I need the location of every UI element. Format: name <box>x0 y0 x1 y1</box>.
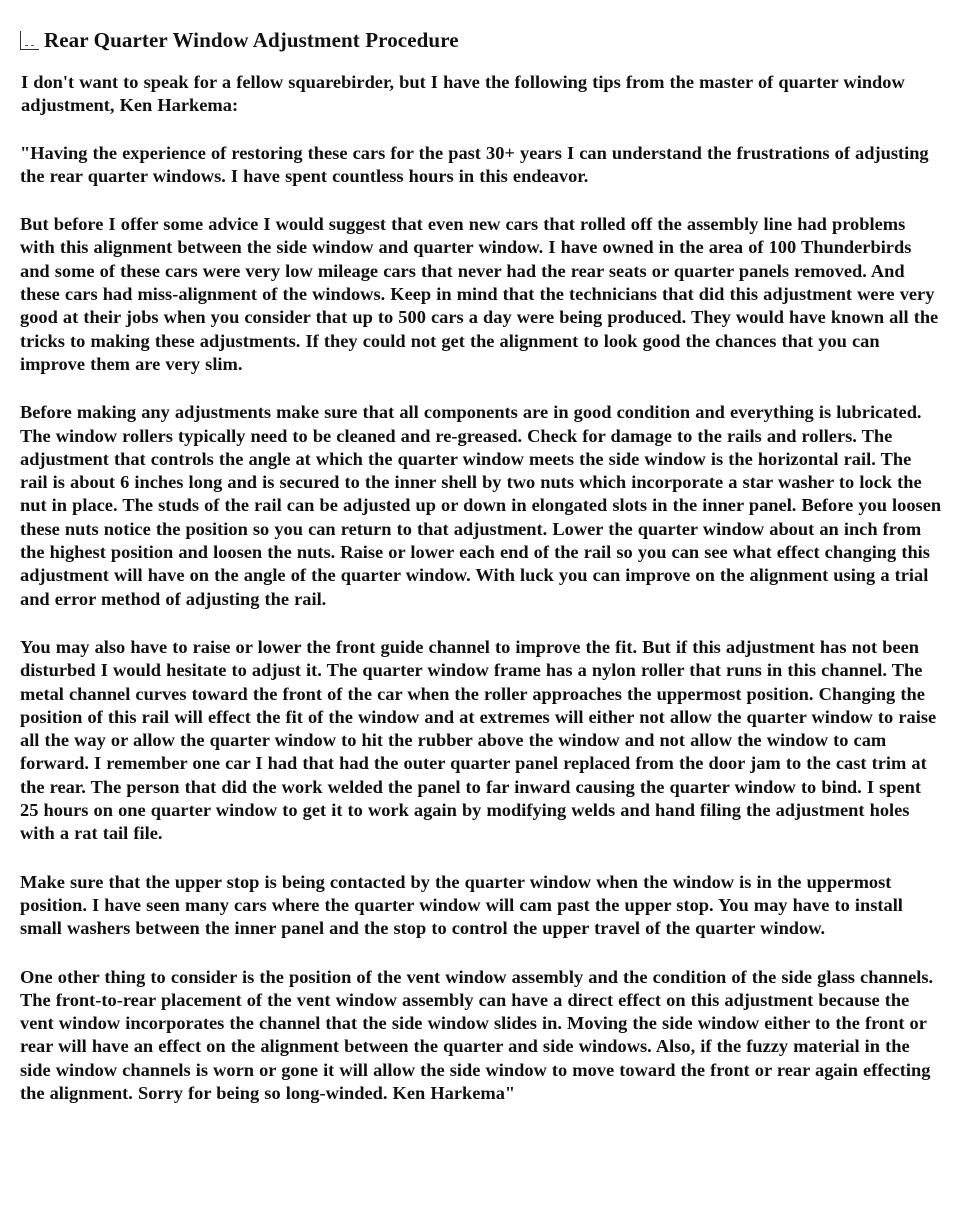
factory-alignment-paragraph: But before I offer some advice I would suggest that even new cars that rolled off the assembly line had problems with this alignment between the side window and quarter window. I have owned in the area of 100 Thunderbirds and some of these cars were very low mileage cars that never had the rear seats or quarter panels removed. And these cars had miss-alignment of the windows. Keep in mind that the technicians that did this adjustment were very good at their jobs when you consider that up to 500 cars a day were being produced. They would have known all the tricks to making these adjustments. If they could not get the alignment to look good the chances that you can improve them are very slim. <box>20 214 939 374</box>
vent-window-paragraph: One other thing to consider is the position of the vent window assembly and the condition of the side glass channels. The front-to-rear placement of the vent window assembly can have a direct effect on this adjustment because the vent window incorporates the channel that the side window slides in. Moving the side window either to the front or rear will have an effect on the alignment between the quarter and side windows. Also, if the fuzzy material in the side window channels is worn or gone it will allow the side window to move toward the front or rear again effecting the alignment. Sorry for being so long-winded. Ken Harkema" <box>20 966 934 1103</box>
corner-mark-icon <box>20 31 39 50</box>
horizontal-rail-paragraph: Before making any adjustments make sure that all components are in good condition and everything is lubricated. The window rollers typically need to be cleaned and re-greased. Check for damage to the rails and rollers. The adjustment that controls the angle at which the quarter window meets the side window is the horizontal rail. The rail is about 6 inches long and is secured to the inner shell by two nuts which incorporate a star washer to lock the nut in place. The studs of the rail can be adjusted up or down in elongated slots in the inner panel. Before you loosen these nuts notice the position so you can return to that adjustment. Lower the quarter window about an inch from the highest position and loosen the nuts. Raise or lower each end of the rail so you can see what effect changing this adjustment will have on the angle of the quarter window. With luck you can improve on the alignment using a trial and error method of adjusting the rail. <box>20 402 942 609</box>
experience-paragraph: "Having the experience of restoring these cars for the past 30+ years I can understand the frustrations of adjusting the rear quarter windows. I have spent countless hours in this endeavor. <box>20 142 929 186</box>
front-guide-channel-paragraph: You may also have to raise or lower the front guide channel to improve the fit. But if this adjustment has not been disturbed I would hesitate to adjust it. The quarter window frame has a nylon roller that runs in this channel. The metal channel curves toward the front of the car when the roller approaches the uppermost position. Changing the position of this rail will effect the fit of the window and at extremes will either not allow the quarter window to raise all the way or allow the quarter window to hit the rubber above the window and not allow the window to cam forward. I remember one car I had that had the outer quarter panel replaced from the door jam to the cast trim at the rear. The person that did the work welded the panel to far inward causing the quarter window to bind. I spent 25 hours on one quarter window to get it to work again by modifying welds and hand filing the adjustment holes with a rat tail file. <box>20 636 937 844</box>
intro-paragraph: I don't want to speak for a fellow squarebirder, but I have the following tips from the master of quarter window adjustment, Ken Harkema: <box>21 72 905 116</box>
document-title: Rear Quarter Window Adjustment Procedure <box>44 28 459 52</box>
upper-stop-paragraph: Make sure that the upper stop is being contacted by the quarter window when the window is in the uppermost position. I have seen many cars where the quarter window will cam past the upper stop. You may have to install small washers between the inner panel and the stop to control the upper travel of the quarter window. <box>20 871 903 939</box>
document-page <box>20 28 942 1105</box>
title-row <box>20 28 942 53</box>
